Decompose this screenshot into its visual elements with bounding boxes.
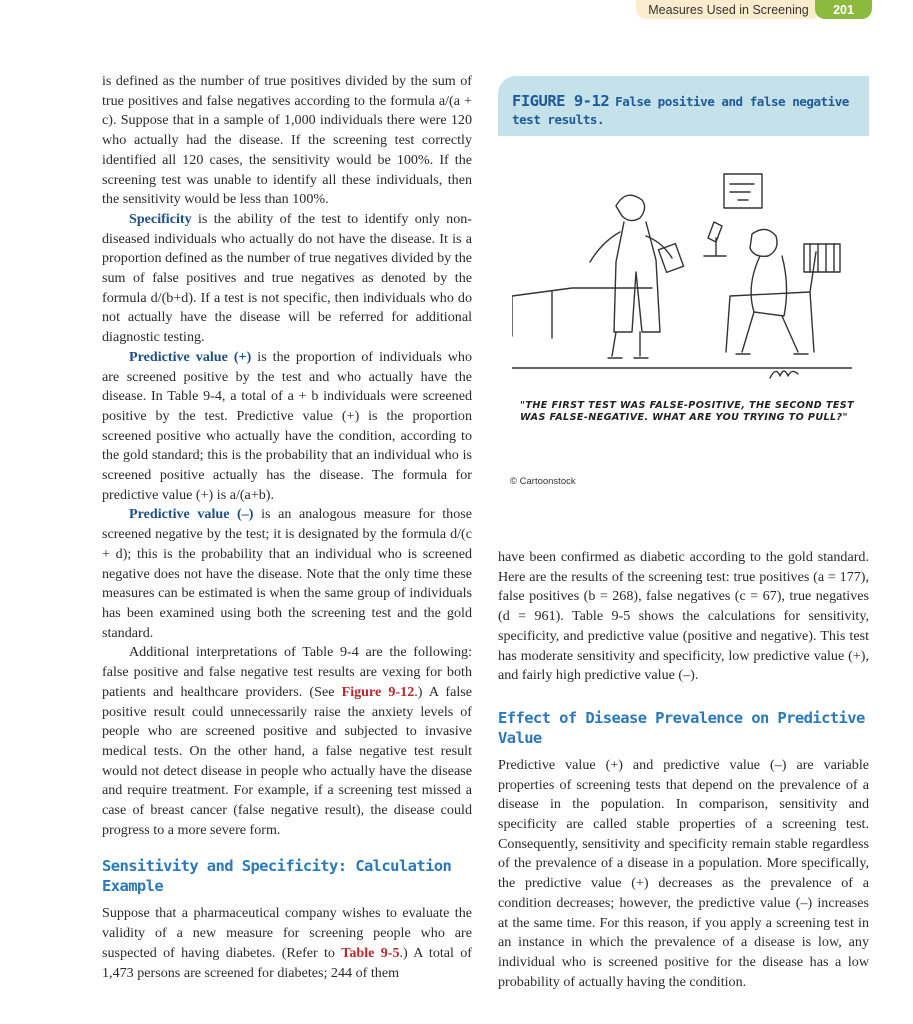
paragraph-additional-interpretations [102,643,472,840]
wall-frame-icon [724,174,762,208]
table-9-5-link[interactable]: Table 9-5 [341,944,400,961]
paragraph-sensitivity-continued: is defined as the number of true positives divided by the sum of true positives and false negatives according to the formula a/(a + c). Suppose that in a sample of 1,000 individuals there were 120 who actually had the disease. If the screening test correctly identified all 120 cases, the sensitivity would be 100%. If the screening test was unable to identify all these individuals, then the sensitivity would be less than 100%. [102,73,472,208]
cartoon-illustration [512,146,852,386]
term-predictive-value-positive: Predictive value (+) [129,348,252,365]
paragraph-predictive-value-negative [102,505,472,643]
p5-after: .) A false positive result could unnecessarily raise the anxiety levels of people who are screened positive and subjected to invasive medical tests. On the other hand, a false negative test result would not detect disease in people who actually have the disease and require treatment. For example, if a screening test missed a case of breast cancer (false negative result), the disease could progress to a more severe form. [102,683,472,838]
doctor-head-icon [616,195,645,220]
paragraph-diabetes-results: have been confirmed as diabetic according to the gold standard. Here are the results of the screening test: true positives (a = 177), false positives (b = 268), false negatives (c = 67), true negatives (d = 961). Table 9-5 shows the calculations for sensitivity, specificity, and predictive value (positive and negative). This test has moderate sensitivity and specificity, low predictive value (+), and fairly high predictive value (–). [498,549,869,684]
p6-before: Suppose that a pharmaceutical company wishes to evaluate the validity of a new measure for screening people who are suspected of having diabetes. (Refer to [102,905,472,961]
paragraph-calculation-example [102,904,472,983]
figure-label: FIGURE 9-12 [512,92,610,110]
paragraph-prevalence-effect: Predictive value (+) and predictive value (–) are variable properties of screening tests that depend on the prevalence of a disease in the population. In comparison, sensitivity and specificity are called stable properties of a screening test. Consequently, sensitivity and specificity remain stable regardless of the prevalence of a disease in a population. More specifically, the predictive value (+) decreases as the prevalence of a condition decreases; however, the predictive value (–) increases at the same time. For this reason, if you apply a screening test in an instance in which the prevalence of a disease is low, any individual who is screened positive for the disease has a low probability of actually having the condition. [498,756,869,990]
figure-title: False positive and false negative test results. [512,94,849,127]
figure-caption [512,92,852,129]
left-column [102,72,472,983]
figure-9-12 [498,76,869,492]
term-specificity: Specificity [129,210,192,227]
section-heading-calculation-example: Sensitivity and Specificity: Calculation Example [102,857,452,896]
paragraph-predictive-value-positive [102,348,472,506]
p6-after: .) A total of 1,473 persons are screened for diabetes; 244 of them [102,944,473,981]
figure-credit: © Cartoonstock [510,476,576,487]
running-title: Measures Used in Screening [636,0,821,19]
specificity-text: is the ability of the test to identify only non-diseased individuals who actually do not have the disease. It is a proportion defined as the number of true negatives divided by the sum of false positives and true negatives as denoted by the formula d/(b+d). If a test is not specific, then individuals who do not actually have the disease will be referred for additional diagnostic testing. [102,210,472,346]
page-number: 201 [815,0,872,19]
figure-9-12-link[interactable]: Figure 9-12 [341,683,415,700]
patient-head-icon [750,229,777,256]
running-header [636,0,872,19]
right-column [498,548,869,992]
cartoon-panel [498,136,869,492]
cartoon-caption: "THE FIRST TEST WAS FALSE-POSITIVE, THE SECOND TEST WAS FALSE-NEGATIVE. WHAT ARE YOU TRYING TO PULL?" [520,400,855,423]
ppv-text: is the proportion of individuals who are screened positive by the test and who actually have the disease. In Table 9-4, a total of a + b individuals were screened positive by the test. Predictive value (+) is the proportion screened positive who actually have the condition, according to the gold standard; this is the probability that an individual who is screened positive actually has the disease. The formula for predictive value (+) is a/(a+b). [102,348,472,503]
term-predictive-value-negative: Predictive value (–) [129,506,254,523]
section-heading-prevalence-effect: Effect of Disease Prevalence on Predictive Value [498,708,865,747]
paragraph-specificity [102,210,472,348]
p5-before: Additional interpretations of Table 9-4 are the following: false positive and false negative test results are vexing for both patients and healthcare providers. (See [102,644,472,700]
npv-text: is an analogous measure for those screened negative by the test; it is designated by the formula d/(c + d); this is the probability that an individual who is screened negative does not have the disease. Note that the only time these measures can be estimated is when the same group of individuals has been examined using both the screening test and the gold standard. [102,506,472,641]
